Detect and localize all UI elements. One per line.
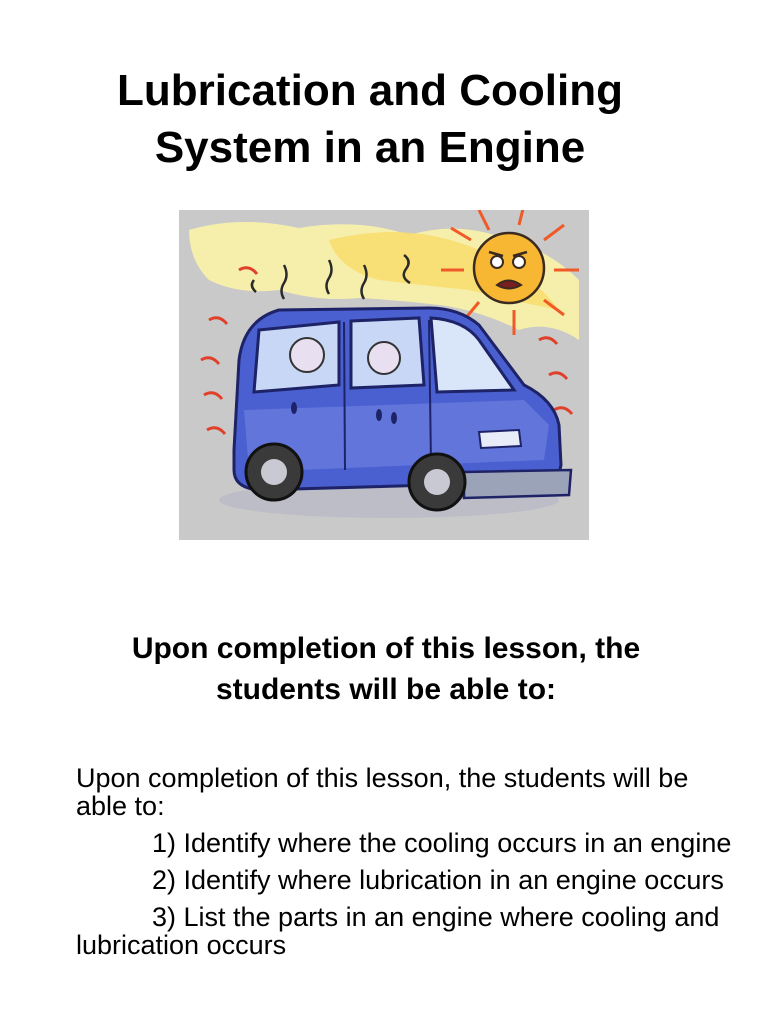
title-line-2: System in an Engine [154, 123, 586, 172]
subtitle-line-1: Upon completion of this lesson, the [131, 632, 641, 665]
objective-item-2-text: 2) Identify where lubrication in an engine occurs [152, 865, 724, 895]
objective-item-1-text: 1) Identify where the cooling occurs in an engine [152, 828, 732, 858]
objective-item-2 [76, 866, 736, 894]
objective-item-3 [76, 903, 736, 959]
hot-van-illustration [179, 210, 589, 540]
objective-item-3-text: 3) List the parts in an engine where cooling and lubrication occurs [76, 902, 720, 960]
lesson-objectives-body [76, 764, 736, 968]
lesson-objectives-heading [0, 628, 768, 710]
title-line-1: Lubrication and Cooling [117, 66, 623, 115]
subtitle-line-2: students will be able to: [215, 673, 557, 706]
objectives-intro: Upon completion of this lesson, the students will be able to: [76, 763, 689, 821]
objective-item-1 [76, 829, 736, 857]
page-title [0, 62, 740, 176]
